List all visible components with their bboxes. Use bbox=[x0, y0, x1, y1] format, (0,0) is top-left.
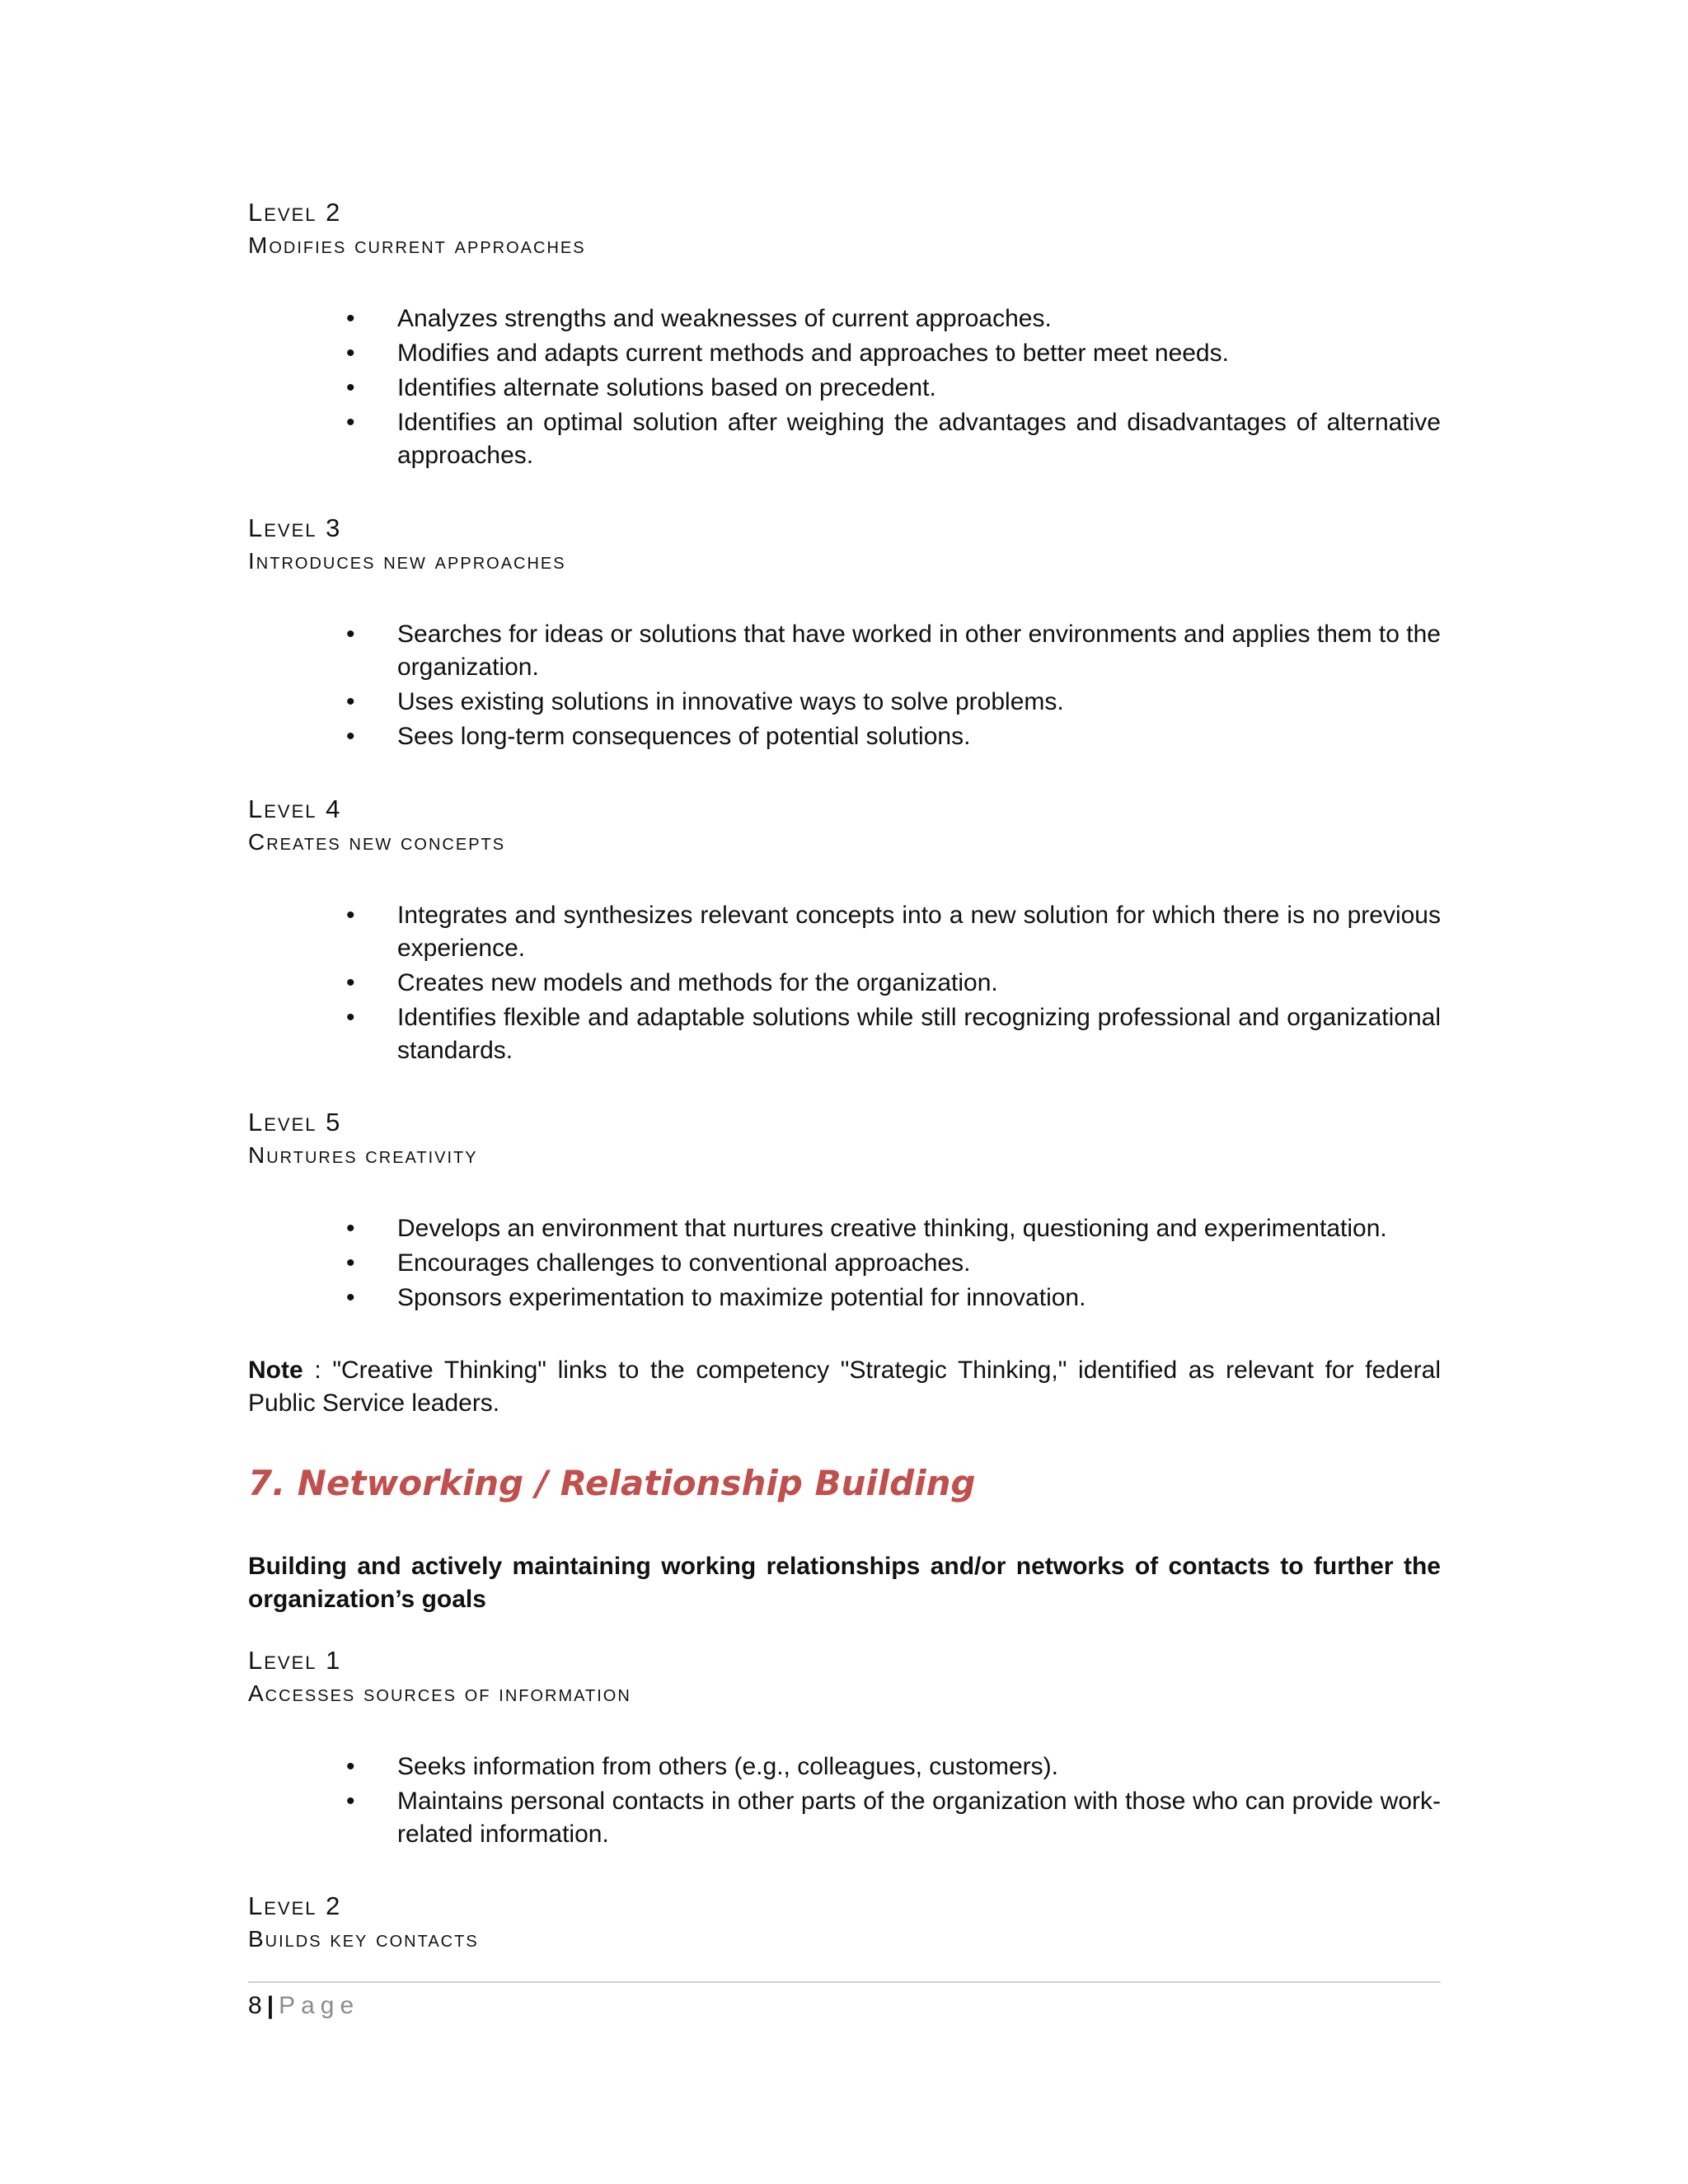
list-item: • Analyzes strengths and weaknesses of current approaches. bbox=[346, 302, 1441, 335]
bullet-list bbox=[346, 1212, 1441, 1316]
section-heading bbox=[248, 1460, 1441, 1507]
list-item: • Modifies and adapts current methods and approaches to better meet needs. bbox=[346, 337, 1441, 370]
list-item: • Develops an environment that nurtures creative thinking, questioning and experimentation. bbox=[346, 1212, 1441, 1245]
list-item: • Seeks information from others (e.g., colleagues, customers). bbox=[346, 1750, 1441, 1783]
level-header bbox=[248, 1106, 1441, 1172]
bullet-list bbox=[346, 302, 1441, 474]
level-label: Level 4 bbox=[248, 794, 342, 823]
list-item: • Maintains personal contacts in other parts of the organization with those who can provide work-related information. bbox=[346, 1785, 1441, 1851]
level-header bbox=[248, 1890, 1441, 1956]
level-label: Level 5 bbox=[248, 1108, 342, 1137]
list-item: • Identifies alternate solutions based on precedent. bbox=[346, 372, 1441, 405]
level-title: Creates new concepts bbox=[248, 829, 506, 855]
page-footer bbox=[248, 1990, 359, 2022]
section-intro bbox=[248, 1550, 1441, 1616]
level-header bbox=[248, 1644, 1441, 1710]
level-header bbox=[248, 512, 1441, 578]
level-header bbox=[248, 196, 1441, 262]
bullet-list bbox=[346, 1750, 1441, 1853]
level-label: Level 2 bbox=[248, 1891, 342, 1920]
section-definition: Building and actively maintaining working relationships and/or networks of contacts to further the organization’s goals bbox=[248, 1553, 1441, 1613]
level-label: Level 3 bbox=[248, 513, 342, 542]
note-label: Note bbox=[248, 1357, 303, 1384]
list-item: • Sees long-term consequences of potential solutions. bbox=[346, 720, 1441, 753]
level-label: Level 1 bbox=[248, 1646, 342, 1675]
level-label: Level 2 bbox=[248, 198, 342, 227]
list-item: • Encourages challenges to conventional approaches. bbox=[346, 1247, 1441, 1280]
list-item: • Creates new models and methods for the organization. bbox=[346, 967, 1441, 1000]
footer-divider bbox=[248, 1981, 1441, 1983]
list-item: • Sponsors experimentation to maximize potential for innovation. bbox=[346, 1282, 1441, 1315]
list-item: • Searches for ideas or solutions that have worked in other environments and applies them to the organization. bbox=[346, 618, 1441, 684]
level-title: Accesses sources of information bbox=[248, 1680, 631, 1706]
level-header bbox=[248, 793, 1441, 859]
level-title: Introduces new approaches bbox=[248, 548, 566, 574]
footer-separator: | bbox=[266, 1992, 274, 2019]
note-paragraph bbox=[248, 1354, 1441, 1420]
page-label: Page bbox=[279, 1992, 360, 2019]
level-title: Builds key contacts bbox=[248, 1926, 479, 1952]
note-text: : "Creative Thinking" links to the competency "Strategic Thinking," identified as relevant for federal Public Service leaders. bbox=[248, 1357, 1441, 1417]
section-title: 7. Networking / Relationship Building bbox=[248, 1463, 976, 1503]
list-item: • Identifies flexible and adaptable solutions while still recognizing professional and organizational standards. bbox=[346, 1001, 1441, 1067]
bullet-list bbox=[346, 899, 1441, 1069]
level-title: Modifies current approaches bbox=[248, 232, 586, 258]
level-title: Nurtures creativity bbox=[248, 1142, 478, 1168]
list-item: • Identifies an optimal solution after weighing the advantages and disadvantages of alternative approaches. bbox=[346, 406, 1441, 472]
list-item: • Uses existing solutions in innovative ways to solve problems. bbox=[346, 686, 1441, 719]
list-item: • Integrates and synthesizes relevant concepts into a new solution for which there is no previous experience. bbox=[346, 899, 1441, 965]
page-number: 8 bbox=[248, 1992, 262, 2019]
bullet-list bbox=[346, 618, 1441, 755]
